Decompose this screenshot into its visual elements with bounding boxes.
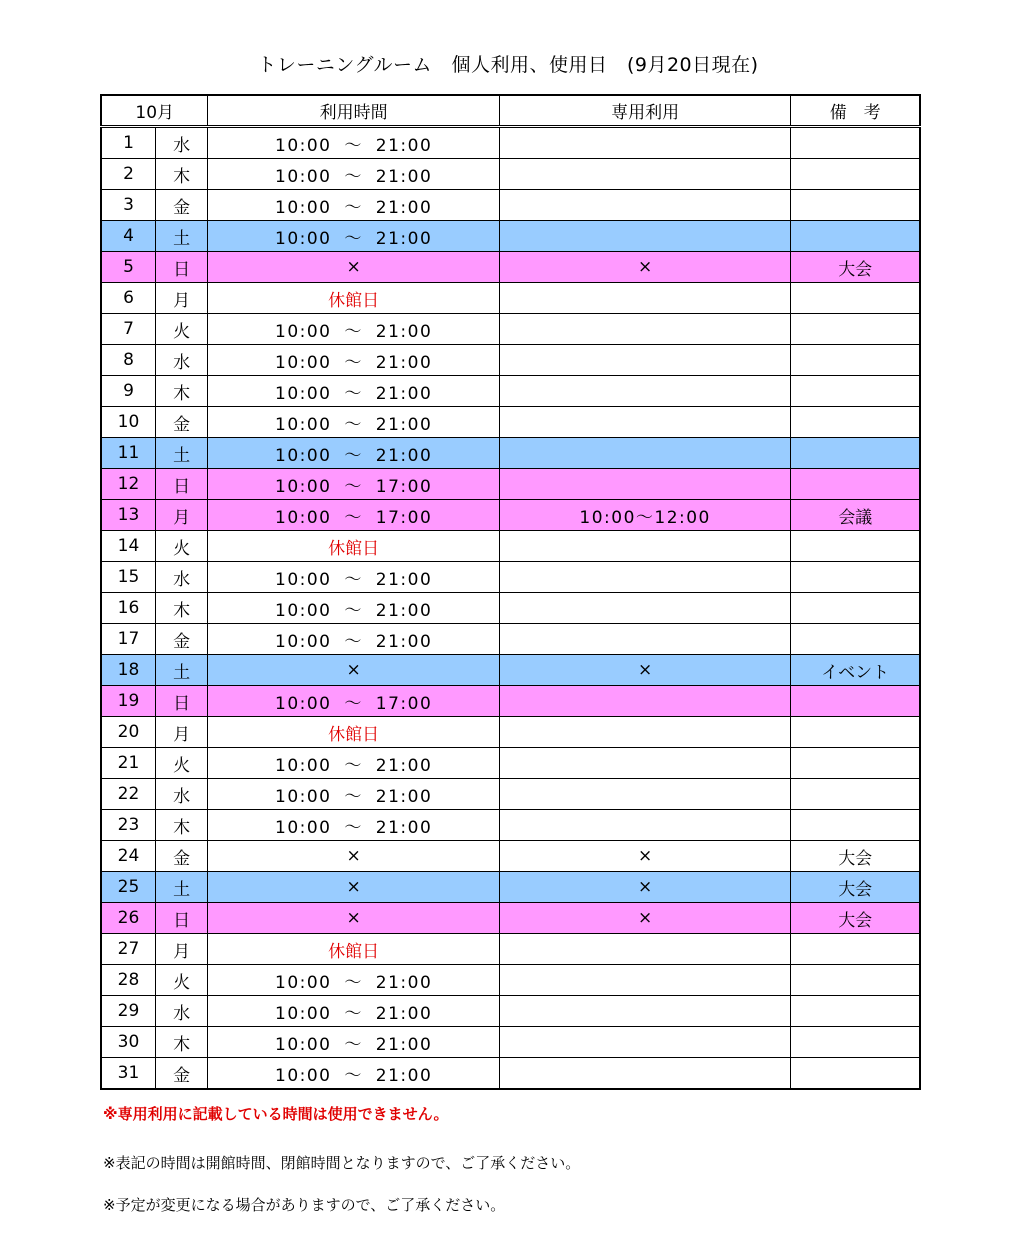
note-cell: 大会 bbox=[791, 252, 920, 283]
weekday-cell: 日 bbox=[155, 469, 207, 500]
time-cell: 10:00 ～ 21:00 bbox=[208, 965, 499, 996]
schedule-body bbox=[101, 127, 920, 1090]
day-cell: 19 bbox=[101, 686, 155, 717]
day-cell: 30 bbox=[101, 1027, 155, 1058]
exclusive-cell bbox=[499, 531, 790, 562]
day-cell: 21 bbox=[101, 748, 155, 779]
table-row bbox=[101, 748, 920, 779]
time-cell: 10:00 ～ 21:00 bbox=[208, 779, 499, 810]
exclusive-cell bbox=[499, 934, 790, 965]
time-cell: 10:00 ～ 17:00 bbox=[208, 469, 499, 500]
weekday-cell: 水 bbox=[155, 345, 207, 376]
exclusive-cell bbox=[499, 624, 790, 655]
time-cell: 休館日 bbox=[208, 934, 499, 965]
weekday-cell: 金 bbox=[155, 190, 207, 221]
day-cell: 31 bbox=[101, 1058, 155, 1090]
warning-note: ※専用利用に記載している時間は使用できません。 bbox=[103, 1105, 449, 1123]
day-cell: 26 bbox=[101, 903, 155, 934]
weekday-cell: 木 bbox=[155, 159, 207, 190]
table-row bbox=[101, 469, 920, 500]
day-cell: 7 bbox=[101, 314, 155, 345]
day-cell: 10 bbox=[101, 407, 155, 438]
weekday-cell: 土 bbox=[155, 872, 207, 903]
weekday-cell: 金 bbox=[155, 1058, 207, 1090]
note-header: 備 考 bbox=[791, 95, 920, 127]
table-row bbox=[101, 376, 920, 407]
time-cell: 休館日 bbox=[208, 717, 499, 748]
exclusive-cell bbox=[499, 345, 790, 376]
note-cell bbox=[791, 438, 920, 469]
weekday-cell: 水 bbox=[155, 562, 207, 593]
table-row bbox=[101, 562, 920, 593]
day-cell: 18 bbox=[101, 655, 155, 686]
note-cell bbox=[791, 965, 920, 996]
note-cell bbox=[791, 748, 920, 779]
weekday-cell: 金 bbox=[155, 624, 207, 655]
table-row bbox=[101, 996, 920, 1027]
day-cell: 1 bbox=[101, 127, 155, 159]
exclusive-cell bbox=[499, 1058, 790, 1090]
note-cell bbox=[791, 127, 920, 159]
exclusive-cell bbox=[499, 438, 790, 469]
table-row bbox=[101, 159, 920, 190]
exclusive-cell: 10:00～12:00 bbox=[499, 500, 790, 531]
exclusive-cell bbox=[499, 779, 790, 810]
exclusive-cell bbox=[499, 593, 790, 624]
weekday-cell: 木 bbox=[155, 1027, 207, 1058]
exclusive-cell bbox=[499, 996, 790, 1027]
table-row bbox=[101, 872, 920, 903]
note-cell bbox=[791, 686, 920, 717]
day-cell: 25 bbox=[101, 872, 155, 903]
note-cell bbox=[791, 531, 920, 562]
day-cell: 12 bbox=[101, 469, 155, 500]
table-row bbox=[101, 127, 920, 159]
table-row bbox=[101, 221, 920, 252]
time-cell: 10:00 ～ 21:00 bbox=[208, 562, 499, 593]
day-cell: 15 bbox=[101, 562, 155, 593]
time-cell: 10:00 ～ 21:00 bbox=[208, 593, 499, 624]
exclusive-cell bbox=[499, 717, 790, 748]
exclusive-cell: × bbox=[499, 872, 790, 903]
table-row bbox=[101, 965, 920, 996]
exclusive-cell bbox=[499, 190, 790, 221]
time-cell: 10:00 ～ 21:00 bbox=[208, 996, 499, 1027]
day-cell: 2 bbox=[101, 159, 155, 190]
time-cell: 10:00 ～ 21:00 bbox=[208, 1027, 499, 1058]
day-cell: 4 bbox=[101, 221, 155, 252]
note-cell bbox=[791, 159, 920, 190]
note-cell bbox=[791, 1027, 920, 1058]
weekday-cell: 水 bbox=[155, 996, 207, 1027]
table-row bbox=[101, 624, 920, 655]
schedule-change-note: ※予定が変更になる場合がありますので、ご了承ください。 bbox=[103, 1196, 506, 1214]
table-row bbox=[101, 655, 920, 686]
exclusive-cell bbox=[499, 314, 790, 345]
table-row bbox=[101, 841, 920, 872]
weekday-cell: 火 bbox=[155, 531, 207, 562]
note-cell bbox=[791, 717, 920, 748]
exclusive-cell bbox=[499, 221, 790, 252]
day-cell: 5 bbox=[101, 252, 155, 283]
day-cell: 29 bbox=[101, 996, 155, 1027]
time-cell: 10:00 ～ 21:00 bbox=[208, 1058, 499, 1090]
time-cell: × bbox=[208, 655, 499, 686]
day-cell: 16 bbox=[101, 593, 155, 624]
table-row bbox=[101, 934, 920, 965]
day-cell: 22 bbox=[101, 779, 155, 810]
time-cell: × bbox=[208, 872, 499, 903]
table-row bbox=[101, 810, 920, 841]
note-cell bbox=[791, 407, 920, 438]
weekday-cell: 土 bbox=[155, 655, 207, 686]
time-cell: 10:00 ～ 21:00 bbox=[208, 314, 499, 345]
day-cell: 24 bbox=[101, 841, 155, 872]
weekday-cell: 月 bbox=[155, 500, 207, 531]
time-cell: × bbox=[208, 903, 499, 934]
table-row bbox=[101, 500, 920, 531]
table-row bbox=[101, 717, 920, 748]
weekday-cell: 金 bbox=[155, 407, 207, 438]
weekday-cell: 日 bbox=[155, 252, 207, 283]
day-cell: 9 bbox=[101, 376, 155, 407]
exclusive-cell: × bbox=[499, 841, 790, 872]
note-cell bbox=[791, 779, 920, 810]
weekday-cell: 月 bbox=[155, 717, 207, 748]
table-row bbox=[101, 779, 920, 810]
note-cell bbox=[791, 345, 920, 376]
exclusive-cell bbox=[499, 965, 790, 996]
day-cell: 17 bbox=[101, 624, 155, 655]
time-cell: 10:00 ～ 21:00 bbox=[208, 624, 499, 655]
day-cell: 23 bbox=[101, 810, 155, 841]
weekday-cell: 土 bbox=[155, 438, 207, 469]
time-cell: × bbox=[208, 252, 499, 283]
note-cell: 大会 bbox=[791, 903, 920, 934]
weekday-cell: 火 bbox=[155, 748, 207, 779]
time-cell: 10:00 ～ 17:00 bbox=[208, 686, 499, 717]
weekday-cell: 日 bbox=[155, 686, 207, 717]
note-cell: 大会 bbox=[791, 841, 920, 872]
table-row bbox=[101, 438, 920, 469]
time-cell: 10:00 ～ 21:00 bbox=[208, 376, 499, 407]
weekday-cell: 日 bbox=[155, 903, 207, 934]
time-cell: 10:00 ～ 21:00 bbox=[208, 407, 499, 438]
table-row bbox=[101, 252, 920, 283]
exclusive-cell bbox=[499, 469, 790, 500]
day-cell: 28 bbox=[101, 965, 155, 996]
weekday-cell: 土 bbox=[155, 221, 207, 252]
weekday-cell: 木 bbox=[155, 376, 207, 407]
time-cell: 休館日 bbox=[208, 283, 499, 314]
note-cell bbox=[791, 283, 920, 314]
schedule-table bbox=[100, 94, 921, 1090]
weekday-cell: 水 bbox=[155, 779, 207, 810]
exclusive-cell bbox=[499, 376, 790, 407]
weekday-cell: 火 bbox=[155, 965, 207, 996]
day-cell: 14 bbox=[101, 531, 155, 562]
day-cell: 20 bbox=[101, 717, 155, 748]
note-cell bbox=[791, 593, 920, 624]
weekday-cell: 木 bbox=[155, 810, 207, 841]
note-cell bbox=[791, 810, 920, 841]
table-row bbox=[101, 686, 920, 717]
table-row bbox=[101, 531, 920, 562]
day-cell: 11 bbox=[101, 438, 155, 469]
exclusive-cell bbox=[499, 407, 790, 438]
page-title: トレーニングルーム 個人利用、使用日 (9月20日現在) bbox=[257, 54, 759, 76]
table-row bbox=[101, 190, 920, 221]
exclusive-cell bbox=[499, 810, 790, 841]
note-cell: 会議 bbox=[791, 500, 920, 531]
time-header: 利用時間 bbox=[208, 95, 499, 127]
day-cell: 6 bbox=[101, 283, 155, 314]
note-cell bbox=[791, 221, 920, 252]
time-cell: 10:00 ～ 17:00 bbox=[208, 500, 499, 531]
note-cell bbox=[791, 1058, 920, 1090]
weekday-cell: 月 bbox=[155, 283, 207, 314]
table-row bbox=[101, 593, 920, 624]
header-row bbox=[101, 95, 920, 127]
exclusive-cell bbox=[499, 686, 790, 717]
exclusive-cell bbox=[499, 283, 790, 314]
exclusive-cell: × bbox=[499, 903, 790, 934]
exclusive-cell: × bbox=[499, 252, 790, 283]
note-cell bbox=[791, 996, 920, 1027]
table-row bbox=[101, 1027, 920, 1058]
weekday-cell: 月 bbox=[155, 934, 207, 965]
time-cell: 10:00 ～ 21:00 bbox=[208, 345, 499, 376]
table-row bbox=[101, 407, 920, 438]
time-cell: 10:00 ～ 21:00 bbox=[208, 159, 499, 190]
note-cell bbox=[791, 469, 920, 500]
weekday-cell: 木 bbox=[155, 593, 207, 624]
note-cell: イベント bbox=[791, 655, 920, 686]
note-cell bbox=[791, 624, 920, 655]
exclusive-cell bbox=[499, 1027, 790, 1058]
table-row bbox=[101, 314, 920, 345]
hours-note: ※表記の時間は開館時間、閉館時間となりますので、ご了承ください。 bbox=[103, 1154, 581, 1172]
exclusive-cell bbox=[499, 748, 790, 779]
weekday-cell: 火 bbox=[155, 314, 207, 345]
table-row bbox=[101, 345, 920, 376]
note-cell bbox=[791, 190, 920, 221]
note-cell bbox=[791, 314, 920, 345]
time-cell: × bbox=[208, 841, 499, 872]
note-cell bbox=[791, 934, 920, 965]
month-header: 10月 bbox=[101, 95, 208, 127]
time-cell: 10:00 ～ 21:00 bbox=[208, 221, 499, 252]
exclusive-header: 専用利用 bbox=[499, 95, 790, 127]
table-row bbox=[101, 283, 920, 314]
exclusive-cell bbox=[499, 127, 790, 159]
weekday-cell: 金 bbox=[155, 841, 207, 872]
time-cell: 10:00 ～ 21:00 bbox=[208, 127, 499, 159]
table-row bbox=[101, 903, 920, 934]
time-cell: 10:00 ～ 21:00 bbox=[208, 748, 499, 779]
exclusive-cell bbox=[499, 159, 790, 190]
exclusive-cell bbox=[499, 562, 790, 593]
day-cell: 27 bbox=[101, 934, 155, 965]
day-cell: 13 bbox=[101, 500, 155, 531]
exclusive-cell: × bbox=[499, 655, 790, 686]
time-cell: 10:00 ～ 21:00 bbox=[208, 190, 499, 221]
day-cell: 8 bbox=[101, 345, 155, 376]
time-cell: 10:00 ～ 21:00 bbox=[208, 810, 499, 841]
note-cell: 大会 bbox=[791, 872, 920, 903]
note-cell bbox=[791, 562, 920, 593]
time-cell: 休館日 bbox=[208, 531, 499, 562]
table-row bbox=[101, 1058, 920, 1090]
time-cell: 10:00 ～ 21:00 bbox=[208, 438, 499, 469]
day-cell: 3 bbox=[101, 190, 155, 221]
note-cell bbox=[791, 376, 920, 407]
weekday-cell: 水 bbox=[155, 127, 207, 159]
